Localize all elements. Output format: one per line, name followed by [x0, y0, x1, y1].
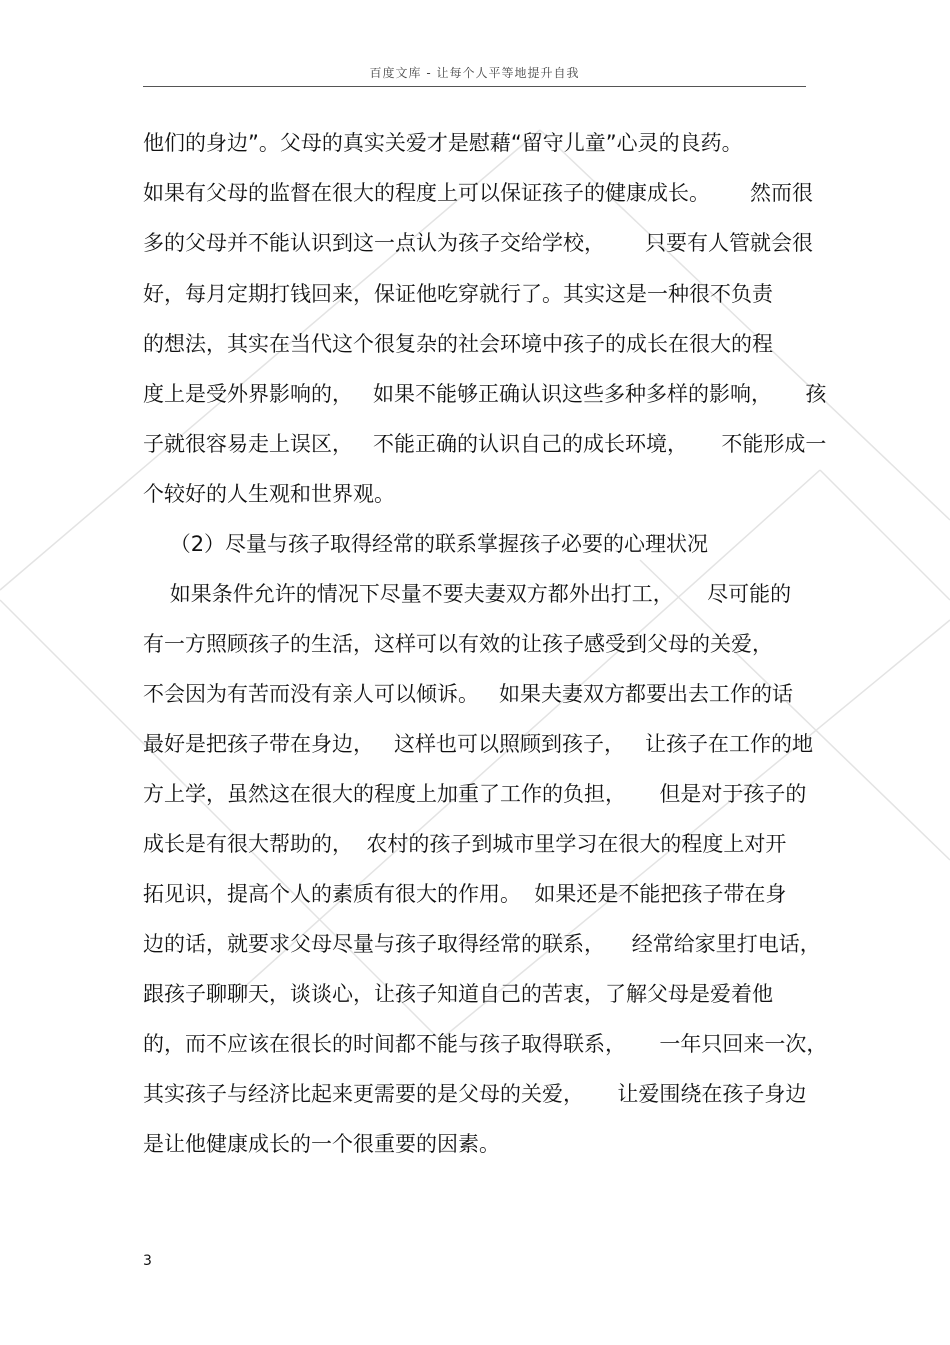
page-header-title: 百度文库 - 让每个人平等地提升自我 [369, 66, 580, 80]
text-line: 不会因为有苦而没有亲人可以倾诉。 如果夫妻双方都要出去工作的话 [143, 682, 794, 706]
text-line: 边的话，就要求父母尽量与孩子取得经常的联系， 经常给家里打电话， [143, 932, 821, 956]
text-line: 如果条件允许的情况下尽量不要夫妻双方都外出打工， 尽可能的 [143, 582, 792, 606]
text-line: 他们的身边”。父母的真实关爱才是慰藉“留守儿童”心灵的良药。 [143, 131, 743, 155]
section-heading: （2）尽量与孩子取得经常的联系掌握孩子必要的心理状况 [143, 532, 709, 556]
text-line: 子就很容易走上误区， 不能正确的认识自己的成长环境， 不能形成一 [143, 432, 827, 456]
text-line: 度上是受外界影响的， 如果不能够正确认识这些多种多样的影响， 孩 [143, 382, 827, 406]
text-line: 是让他健康成长的一个很重要的因素。 [143, 1132, 500, 1156]
text-line: 最好是把孩子带在身边， 这样也可以照顾到孩子， 让孩子在工作的地 [143, 732, 814, 756]
text-line: 方上学，虽然这在很大的程度上加重了工作的负担， 但是对于孩子的 [143, 782, 807, 806]
text-line: 其实孩子与经济比起来更需要的是父母的关爱， 让爱围绕在孩子身边 [143, 1082, 807, 1106]
text-line: 跟孩子聊聊天，谈谈心，让孩子知道自己的苦衷，了解父母是爱着他 [143, 982, 773, 1006]
text-line: 有一方照顾孩子的生活，这样可以有效的让孩子感受到父母的关爱， [143, 632, 773, 656]
text-line: 拓见识，提高个人的素质有很大的作用。 如果还是不能把孩子带在身 [143, 882, 787, 906]
text-line: 好，每月定期打钱回来，保证他吃穿就行了。其实这是一种很不负责 [143, 282, 773, 306]
header-divider [143, 86, 806, 87]
text-line: 个较好的人生观和世界观。 [143, 482, 395, 506]
text-line: 的，而不应该在很长的时间都不能与孩子取得联系， 一年只回来一次， [143, 1032, 828, 1056]
text-line: 多的父母并不能认识到这一点认为孩子交给学校， 只要有人管就会很 [143, 231, 814, 255]
text-line: 成长是有很大帮助的， 农村的孩子到城市里学习在很大的程度上对开 [143, 832, 787, 856]
page-number: 3 [143, 1253, 152, 1269]
text-line: 的想法，其实在当代这个很复杂的社会环境中孩子的成长在很大的程 [143, 332, 773, 356]
text-line: 如果有父母的监督在很大的程度上可以保证孩子的健康成长。 然而很 [143, 181, 814, 205]
